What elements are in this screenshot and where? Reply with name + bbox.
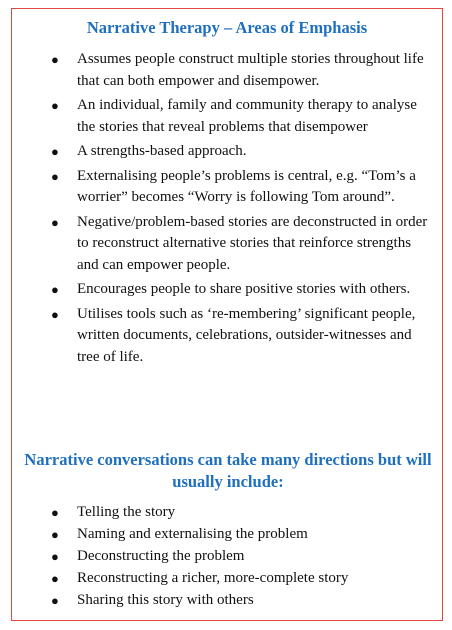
- list-item: [51, 502, 431, 524]
- list-item-text: An individual, family and community therapy to analyse the stories that reveal problems that disempower: [77, 97, 417, 135]
- bullet-icon: ●: [51, 214, 59, 230]
- list-item-text: Encourages people to share positive stories with others.: [77, 281, 411, 297]
- list-item: [51, 279, 431, 301]
- bullet-icon: ●: [51, 98, 59, 113]
- list-item: [51, 49, 431, 92]
- conversation-elements-list: [51, 502, 431, 612]
- areas-of-emphasis-list: [51, 49, 431, 371]
- bullet-icon: ●: [51, 549, 59, 564]
- bullet-icon: ●: [51, 505, 59, 520]
- list-item-text: Naming and externalising the problem: [77, 526, 308, 542]
- bullet-icon: ●: [51, 593, 59, 608]
- list-item-text: Deconstructing the problem: [77, 548, 245, 564]
- list-item: [51, 166, 431, 209]
- list-item-text: A strengths-based approach.: [77, 143, 247, 159]
- bullet-icon: ●: [51, 282, 59, 297]
- list-item: [51, 95, 431, 138]
- list-item-text: Negative/problem-based stories are deconstructed in order to reconstruct alternative stories that reinforce strengths and can empower people.: [77, 213, 428, 273]
- bullet-icon: ●: [51, 571, 59, 586]
- bullet-icon: ●: [51, 144, 59, 159]
- content-frame: [11, 8, 443, 621]
- list-item: [51, 304, 431, 369]
- list-item-text: Utilises tools such as ‘re-membering’ significant people, written documents, celebrations, outsider-witnesses and tree of life.: [77, 305, 416, 365]
- list-item: [51, 212, 431, 277]
- bullet-icon: ●: [51, 168, 59, 184]
- list-item: [51, 524, 431, 546]
- list-item: [51, 568, 431, 590]
- list-item: [51, 546, 431, 568]
- page-title: Narrative Therapy – Areas of Emphasis: [86, 18, 368, 37]
- bullet-icon: ●: [51, 527, 59, 542]
- list-item-text: Sharing this story with others: [77, 592, 254, 608]
- section-heading: Narrative conversations can take many directions but will usually include:: [24, 450, 432, 491]
- list-item-text: Telling the story: [77, 504, 176, 520]
- list-item-text: Assumes people construct multiple stories throughout life that can both empower and disempower.: [77, 51, 424, 89]
- list-item-text: Reconstructing a richer, more-complete story: [77, 570, 349, 586]
- list-item-text: Externalising people’s problems is central, e.g. “Tom’s a worrier” becomes “Worry is following Tom around”.: [77, 167, 416, 205]
- bullet-icon: ●: [51, 52, 59, 67]
- bullet-icon: ●: [51, 306, 59, 322]
- list-item: [51, 141, 431, 163]
- list-item: [51, 590, 431, 612]
